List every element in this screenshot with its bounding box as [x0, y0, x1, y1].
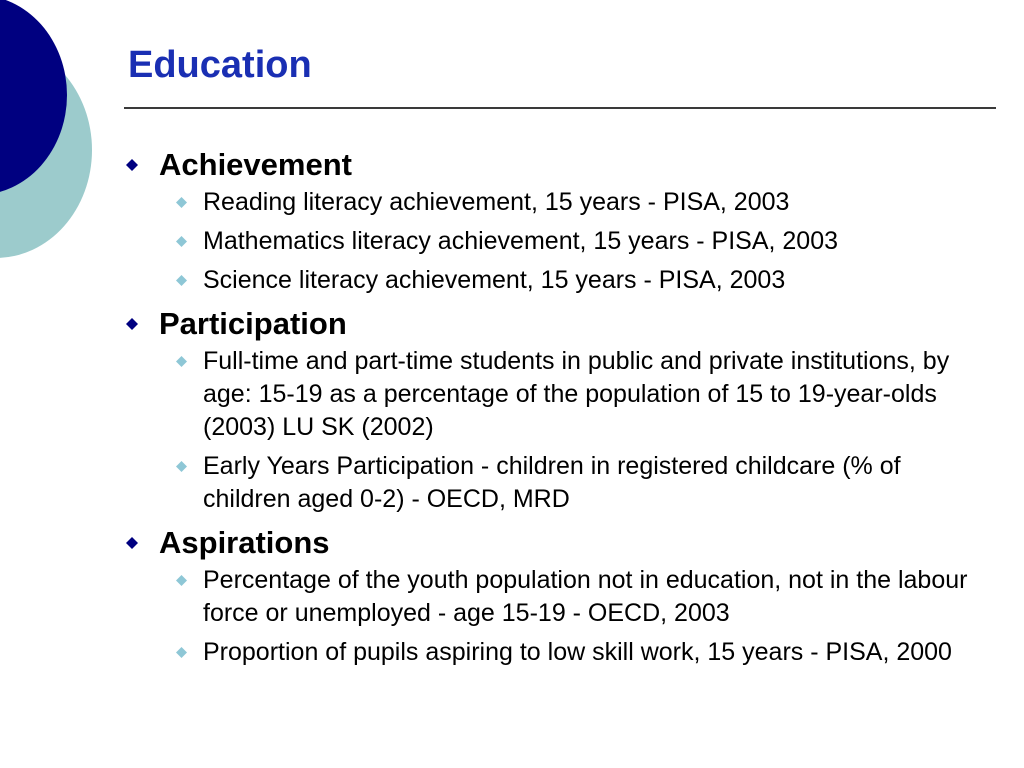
list-item-text: Early Years Participation - children in registered childcare (% of children aged 0-2) - OECD, MRD [203, 452, 901, 513]
sub-bullet-list [159, 186, 984, 297]
diamond-sub-bullet-icon [176, 275, 187, 286]
list-item [159, 225, 984, 258]
diamond-sub-bullet-icon [176, 461, 187, 472]
sub-bullet-list [159, 345, 984, 516]
sub-bullet-list [159, 564, 984, 669]
list-item [159, 345, 984, 444]
list-item [159, 636, 984, 669]
section-achievement [124, 144, 984, 297]
diamond-bullet-icon [126, 159, 138, 171]
list-item-text: Science literacy achievement, 15 years - PISA, 2003 [203, 266, 786, 294]
list-item [159, 564, 984, 630]
list-item-text: Percentage of the youth population not in education, not in the labour force or unemployed - age 15-19 - OECD, 2003 [203, 566, 968, 627]
diamond-sub-bullet-icon [176, 197, 187, 208]
section-heading: Achievement [159, 147, 352, 182]
list-item [159, 264, 984, 297]
list-item-text: Mathematics literacy achievement, 15 years - PISA, 2003 [203, 227, 839, 255]
list-item [159, 186, 984, 219]
list-item-text: Proportion of pupils aspiring to low skill work, 15 years - PISA, 2000 [203, 638, 952, 666]
title-divider [124, 107, 996, 109]
slide-title: Education [128, 44, 312, 86]
diamond-sub-bullet-icon [176, 575, 187, 586]
diamond-sub-bullet-icon [176, 647, 187, 658]
section-aspirations [124, 522, 984, 669]
corner-circles-decoration [0, 0, 110, 270]
diamond-bullet-icon [126, 537, 138, 549]
list-item-text: Full-time and part-time students in public and private institutions, by age: 15-19 as a percentage of the population of 15 to 19-year-olds (2003) LU SK (2002) [203, 347, 950, 441]
section-heading: Participation [159, 306, 347, 341]
list-item-text: Reading literacy achievement, 15 years - PISA, 2003 [203, 188, 790, 216]
diamond-bullet-icon [126, 318, 138, 330]
section-participation [124, 303, 984, 516]
diamond-sub-bullet-icon [176, 236, 187, 247]
bullet-list [124, 144, 984, 675]
diamond-sub-bullet-icon [176, 356, 187, 367]
list-item [159, 450, 984, 516]
section-heading: Aspirations [159, 525, 330, 560]
